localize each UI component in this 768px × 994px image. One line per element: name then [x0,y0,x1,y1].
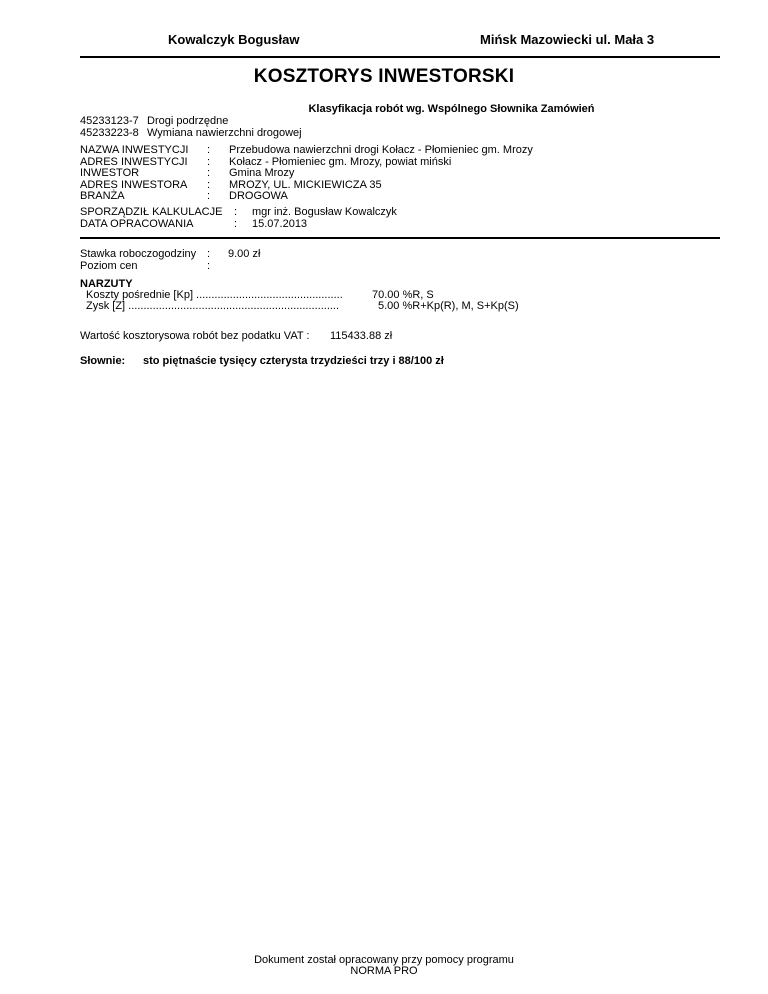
prepared-label: DATA OPRACOWANIA [80,217,194,230]
classification-desc: Drogi podrzędne [147,115,229,127]
rate-label: Stawka roboczogodziny [80,248,197,260]
investment-label: ADRES INWESTYCJI [80,155,188,168]
investment-label: ADRES INWESTORA [80,178,188,191]
header-rule [80,56,720,58]
footer-line1: Dokument został opracowany przy pomocy programu [254,954,514,966]
section-rule [80,237,720,239]
markup-value: 70.00 %R, S [372,289,434,301]
rate-sep: : [207,248,211,260]
investment-label: INWESTOR [80,167,140,179]
investment-row [80,157,533,169]
markup-label: Zysk [Z] ..................................................................... [86,300,340,312]
investment-value: MROZY, UL. MICKIEWICZA 35 [229,178,382,191]
rate-row [80,249,260,261]
prepared-details [80,207,397,230]
prepared-sep: : [234,217,238,230]
rate-sep: : [207,259,211,272]
prepared-value: mgr inż. Bogusław Kowalczyk [252,206,397,218]
investment-sep: : [207,144,211,156]
total-value: 115433.88 zł [330,330,393,342]
investment-sep: : [207,167,211,179]
total-label: Wartość kosztorysowa robót bez podatku VAT : [80,330,310,342]
investment-value: Kołacz - Płomieniec gm. Mrozy, powiat miński [229,155,452,168]
rate-value: 9.00 zł [228,248,261,260]
markup-label: Koszty pośrednie [Kp] ................................................ [86,289,343,301]
footer-line2: NORMA PRO [350,965,418,977]
investment-row [80,191,533,203]
rate-row [80,261,260,273]
rates-details [80,249,260,272]
classification-list [80,116,302,139]
words-value: sto piętnaście tysięcy czterysta trzydzieści trzy i 88/100 zł [143,355,444,367]
investment-value: Przebudowa nawierzchni drogi Kołacz - Płomieniec gm. Mrozy [229,144,533,156]
classification-heading: Klasyfikacja robót wg. Wspólnego Słownika Zamówień [308,103,595,115]
rate-label: Poziom cen [80,259,138,272]
investment-label: NAZWA INWESTYCJI [80,144,189,156]
classification-item [80,128,302,140]
classification-code: 45233223-8 [80,126,139,139]
page-title: KOSZTORYS INWESTORSKI [253,66,515,87]
investment-row [80,180,533,192]
classification-code: 45233123-7 [80,115,139,127]
investment-value: Gmina Mrozy [229,167,295,179]
prepared-sep: : [234,206,238,218]
markups-heading: NARZUTY [80,278,133,290]
markup-value: 5.00 %R+Kp(R), M, S+Kp(S) [378,300,519,312]
investment-sep: : [207,155,211,168]
investment-sep: : [207,178,211,191]
words-label: Słownie: [80,355,126,367]
investment-value: DROGOWA [229,190,288,202]
investment-sep: : [207,190,211,202]
prepared-label: SPORZĄDZIŁ KALKULACJE [80,206,223,218]
investment-details [80,145,533,203]
prepared-value: 15.07.2013 [252,217,308,230]
investment-label: BRANŻA [80,190,125,202]
prepared-row [80,207,397,219]
header-author: Kowalczyk Bogusław [168,32,300,47]
classification-desc: Wymiana nawierzchni drogowej [147,126,302,139]
prepared-row [80,219,397,231]
header-address: Mińsk Mazowiecki ul. Mała 3 [480,32,655,47]
